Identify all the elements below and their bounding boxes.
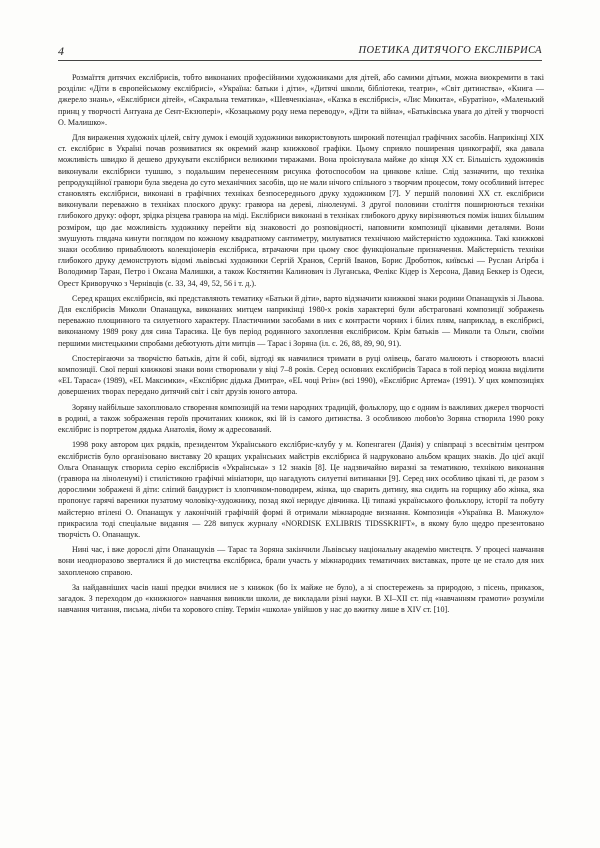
paragraph: Серед кращих екслібрисів, які представляють тематику «Батьки й діти», варто відзначити книжкові знаки родини Опанащуків зі Львова. Для екслібрисів Миколи Опанащука, виконаних митцем наприкінці 1980-х років характерні були абстраговані композиції зображень переважно площинного та силуетного характеру. Пластичними засобами в них є контрасти чорних і білих плям, наприклад, в екслібрисі, виконаному 1989 року для сина Тарасика. Це був період родинного захоплення екслібрисом. Крім батьків — Миколи та Ольги, своїми першими мистецькими спробами дебютують діти митців — Тарас і Зоряна (іл. с. 26, 88, 89, 90, 91). — [58, 293, 544, 348]
paragraph: Розмаїття дитячих екслібрисів, тобто виконаних професійними художниками для дітей, або самими дітьми, можна виокремити в такі розділи: «Діти в європейському екслібрисі», «Україна: батьки і діти», «Дитячі школи, бібліотеки, театри», «Світ дитинства», «Книга — джерело знань», «Екслібриси дітей», «Сакральна тематика», «Шевченкіана», «Казка в екслібрисі», «Лис Микита», «Буратіно», «Маленький принц у творчості Антуана де Сент-Екзюпері», «Козацькому роду нема переводу», «Діти та війна», «Батьківська увага до дітей у творчості О. Малишко». — [58, 73, 544, 127]
paragraph: За найдавніших часів наші предки вчилися не з книжок (бо їх майже не було), а зі спостережень за природою, з пісень, приказок, загадок. З переходом до «книжного» навчання виникли школи, де викладали різні науки. В XI–XII ст. під «навчанням грамоти» розуміли навчання читання, письма, лічби та хорового співу. Термін «школа» увійшов у нас до вжитку лише в XIV ст. [10]. — [58, 582, 544, 615]
paragraph: Для вираження художніх цілей, світу думок і емоцій художники використовують широкий потенціал графічних засобів. Наприкінці XIX ст. екслібрис в Україні почав розвиватися як окремий жанр книжкової графіки. Цьому сприяло поширення цинкографії, яка давала можливість швидко й дешево друкувати екслібриси великими тиражами. Вона проіснувала майже до кінця XX ст. Більшість художників виконували екслібриси тушшю, з подальшим перенесенням рисунка фотоспособом на цинкове кліше. Слід зазначити, що техніка репродукційної гравюри була зведена до суто механічних засобів, що не мали нічого спільного з творчим процесом, тому особливий інтерес становлять екслібриси, виконані в графічних техніках безпосереднього друку художником [7]. У першій половині XX ст. екслібриси виконували переважно в техніках плоского друку: гравюра на дереві, ліноленумі. З другої половини століття поширюються техніки глибокого друку: офорт, зрідка різцева гравюра на міді. Екслібриси виконані в техніках глибокого друку вирізняються поміж інших більшим розміром, що дає можливість художнику перейти від знаковості до розповідності, наповнити композиції цікавими деталями. Вони змушують глядача кинути поглядом по кожному квадратному сантиметру, милуватися технічною майстерністю художника. Такі книжкові знаки особливо приваблюють колекціонерів екслібриса, втрачаючи при цьому своє функціональне призначення. Майстерність техніки глибокого друку демонструють відомі львівські художники Сергій Хранов, Сергій Іванов, Борис Дроботюк, київські — Руслан Агірба і Володимир Таран, Петро і Оксана Малишки, а також Костянтин Калинович із Луганська, Фелікс Кідер із Херсона, Давид Беккер із Одеси, Орест Криворучко з Чернівців (с. 33, 34, 49, 52, 56 і т. д.). — [58, 133, 544, 288]
page-header — [58, 44, 542, 61]
body-text — [58, 72, 544, 619]
paragraph: Нині час, і вже дорослі діти Опанащуків — Тарас та Зоряна закінчили Львівську національну академію мистецтв. У процесі навчання вони неодноразово зверталися й до мистецтва екслібриса, брали участь у міжнародних тематичних виставках, проте це не стало для них захопленою справою. — [58, 545, 544, 577]
paragraph: 1998 року автором цих рядків, президентом Українського екслібрис-клубу у м. Копенгаген (Данія) у співпраці з всесвітнім центром екслібристів було організовано виставку 20 кращих українських майстрів екслібриса й надруковано альбом кращих знаків. До цієї акції Ольга Опанащук створила серію екслібрисів «Українська» з 12 знаків [8]. Це надзвичайно виразні за тематикою, технікою виконання (гравюра на ліноленумі) і стилістикою графічні мініатюри, що нагадують силуетні витинанки [9]. Серед них особливо цікаві ті, де разом з дорослими зображені й діти: сліпий бандурист із хлопчиком-поводирем, жінка, що сварить дитину, яка сидить на горщику або жінка, яка пропонує гарячі вареники пузатому чоловіку-художнику, позад якої неридує дівчинка. Ці типажі українського фольклору, історії та побуту майстерно втілені О. Опанащук у лаконічній графічній формі й отримали міжнародне визнання. Композиція «Українка В. Манжуло» прикрасила тоді спеціальне видання — 228 випуск журналу «NORDISK EXLIBRIS TIDSSKRIFT», в якому було щедро презентовано творчість О. Опанащук. — [58, 440, 544, 539]
running-title: ПОЕТИКА ДИТЯЧОГО ЕКСЛІБРИСА — [358, 45, 542, 56]
paragraph: Зоряну найбільше захоплювало створення композицій на теми народних традицій, фольклору, що є одним із важливих джерел творчості в родині, а також зображення героїв прочитаних книжок, які їй із самого дитинства. З особливою любов'ю Зоряна створила 1990 року екслібрис із портретом дядька Анатолія, йому ж адресований. — [58, 402, 544, 435]
page-number: 4 — [58, 44, 64, 58]
paragraph: Спостерігаючи за творчістю батьків, діти й собі, відтоді як навчилися тримати в руці олівець, багато малюють і створюють власні композиції. Свої перші книжкові знаки вони створювали у віці 7–8 років. Серед основних екслібрисів Тараса в той період можна виділити «EL Тараса» (1989), «EL Максимки», «Екслібрис дідька Дмитра», «EL чоці Ргін» (всі 1990), «Екслібрис Артема» (1991). У цих композиціях довершених творах передано дитячий світ і світ друзів юного автора. — [58, 353, 544, 397]
